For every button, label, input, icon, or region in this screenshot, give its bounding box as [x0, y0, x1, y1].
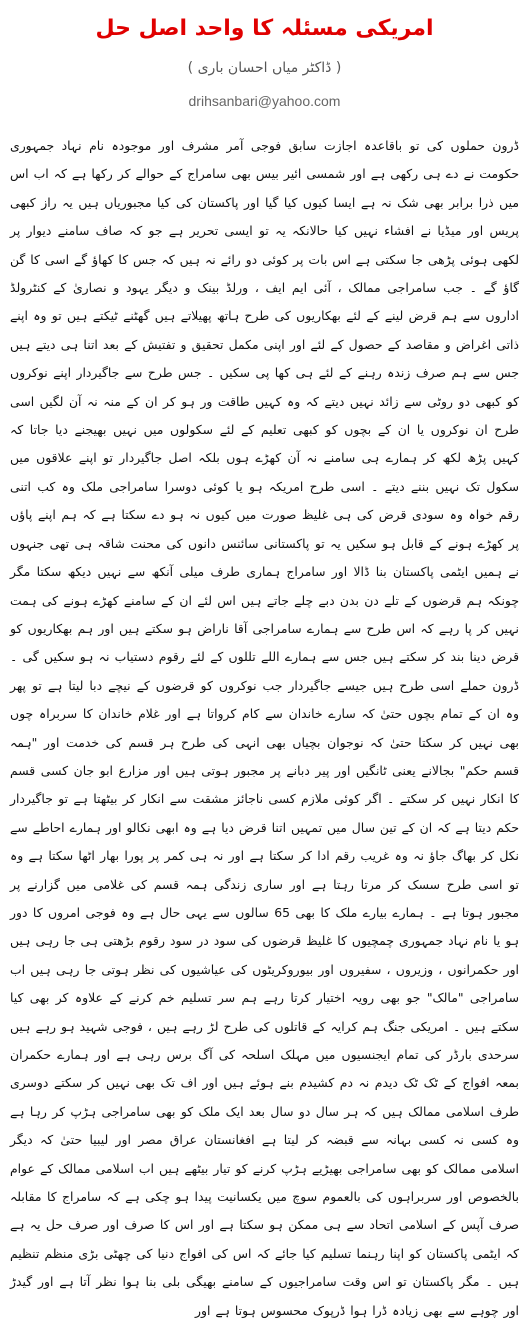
article-title: امریکی مسئلہ کا واحد اصل حل	[95, 16, 434, 41]
author-byline: ( ڈاکٹر میاں احسان باری )	[187, 60, 342, 76]
author-email[interactable]: drihsanbari@yahoo.com	[188, 93, 341, 109]
article-body: ڈرون حملوں کی تو باقاعدہ اجازت سابق فوجی آمر مشرف اور موجودہ نام نہاد جمہوری حکومت نے دے ہی رکھی ہے اور شمسی ائیر بیس بھی سامراج کے حوالے کر رکھا ہے کہ اب اس میں ذرا برابر بھی شک نہ ہے ایسا کیوں کیا گیا اور پاکستان کی کیا مجبوریاں ہیں یہ راز کبھی پریس اور میڈیا نے افشاء نہیں کیا حالانکہ یہ تو ایسی تحریر ہے جو کہ صاف سامنے دیوار پر لکھی ہوئی پڑھی جا سکتی ہے اس بات پر کوئی دو رائے نہ ہیں کہ جس کا کھاؤ گے اسی کا گن گاؤ گے ۔ جب سامراجی ممالک ، آئی ایم ایف ، ورلڈ بینک و دیگر یہود و نصاریٰ کے کنٹرولڈ اداروں سے ہم قرض لینے کے لئے بھکاریوں کی طرح ہاتھ پھیلاتے ہیں گھٹنے ٹیکتے ہیں تو وہ اپنے ذاتی اغراض و مقاصد کے حصول کے لئے اور اپنی مکمل تحقیق و تفتیش کے بعد اتنا ہی دیتے ہیں جس سے ہم صرف زندہ رہنے کے لئے ہی کھا پی سکیں ۔ جس طرح سے جاگیردار اپنے نوکروں کو کبھی دو روٹی سے زائد نہیں دیتے کہ وہ کہیں طاقت ور ہو کر ان کے منہ نہ آن لگیں اسی طرح ان نوکروں یا ان کے بچوں کو کبھی تعلیم کے لئے سکولوں میں نہیں بھیجنے دیا جاتا کہ کہیں پڑھ لکھ کر ہمارے ہی سامنے نہ آن کھڑے ہوں بلکہ اصل جاگیردار تو اپنے علاقوں میں سکول تک نہیں بننے دیتے ۔ اسی طرح امریکہ ہو یا کوئی دوسرا سامراجی ملک وہ کب اتنی رقم خواہ وہ سودی قرض کی ہی غلیظ صورت میں کیوں نہ ہو دے سکتا ہے کہ ہم اپنے پاؤں پر کھڑے ہونے کے قابل ہو سکیں یہ تو پاکستانی سائنس دانوں کی محنت شاقہ ہی تھی جنہوں نے ہمیں ایٹمی پاکستان بنا ڈالا اور سامراج ہماری طرف میلی آنکھ سے نہیں دیکھ سکتا مگر چونکہ ہم قرضوں کے تلے دن بدن دبے چلے جاتے ہیں اس لئے ان کے سامنے کھڑے ہونے کی ہمت نہیں کر پا رہے کہ اس طرح سے ہمارے سامراجی آقا ناراض ہو سکتے ہیں اور ہم بھکاریوں کو قرض دینا بند کر سکتے ہیں جس سے ہمارے اللے تللوں کے لئے رقوم دستیاب نہ ہو سکیں گی ۔ ڈرون حملے اسی طرح ہیں جیسے جاگیردار جب نوکروں کو قرضوں کے نیچے دبا لیتا ہے تو پھر وہ ان کے تمام بچوں حتیٰ کہ سارے خاندان سے کام کرواتا ہے اور غلام خاندان کا سربراہ چوں بھی نہیں کر سکتا حتیٰ کہ نوجوان بچیاں بھی انہی کی طرح ہر قسم کی خدمت اور "ہمہ قسم حکم" بجالانے یعنی ٹانگیں اور پیر دبانے پر مجبور ہوتی ہیں اور مزارع ابو جان کسی قسم کا انکار نہیں کر سکتے ۔ اگر کوئی ملازم کسی ناجائز مشقت سے انکار کر بیٹھتا ہے تو جاگیردار حکم دیتا ہے کہ ان کے تین سال میں تمہیں اتنا قرض دیا ہے وہ ابھی نکالو اور ہمارے احاطے سے نکل کر بھاگ جاؤ نہ وہ غریب رقم ادا کر سکتا ہے اور نہ ہی کمر پر پورا بھار اٹھا سکتا ہے وہ تو اسی طرح سسک کر مرتا رہتا ہے اور ساری زندگی ہمہ قسم کی غلامی میں گزارنے پر مجبور ہوتا ہے ۔ ہمارے بیارے ملک کا بھی 65 سالوں سے یہی حال ہے وہ فوجی امروں کا دور ہو یا نام نہاد جمہوری چمچیوں کا غلیظ قرضوں کی سود در سود رقوم بڑھتی ہی جا رہی ہیں اور حکمرانوں ، وزیروں ، سفیروں اور بیوروکریٹوں کی عیاشیوں کی نظر ہوتی جا رہی ہیں اب سامراجی "مالک" جو بھی رویہ اختیار کرتا رہے ہم سر تسلیم خم کرنے کے علاوہ کر بھی کیا سکتے ہیں ۔ امریکی جنگ ہم کرایہ کے قاتلوں کی طرح لڑ رہے ہیں ، فوجی شہید ہو رہے ہیں سرحدی بارڈر کی تمام ایجنسیوں میں مہلک اسلحہ کی آگ برس رہی ہے اور ہمارے حکمران بمعہ افواج کے ٹک ٹک دیدم نہ دم کشیدم بنے ہوئے ہیں اور اف تک بھی نہیں کر سکتے دوسری طرف اسلامی ممالک ہیں کہ ہر سال دو سال بعد ایک ملک کو بھی سامراجی ہڑپ کر رہا ہے وہ کسی نہ کسی بہانہ سے قبضہ کر لیتا ہے افغانستان عراق مصر اور لیبیا حتیٰ کہ دیگر اسلامی ممالک کو بھی سامراجی بھیڑیے ہڑپ کرنے کو تیار بیٹھے ہیں اب اسلامی ممالک کے عوام بالخصوص اور سربراہوں کی بالعموم سوچ میں یکسانیت پیدا ہو چکی ہے کہ سامراج کا مقابلہ صرف آپس کے اسلامی اتحاد سے ہی ممکن ہو سکتا ہے اور اس کا صرف اور صرف حل یہ ہے کہ ایٹمی پاکستان کو اپنا رہنما تسلیم کیا جائے کہ اس کی افواج دنیا کی چھٹی بڑی منظم تنظیم ہیں ۔ مگر پاکستان تو اس وقت سامراجیوں کے سامنے بھیگی بلی بنا ہوا نظر آتا ہے اور گیدڑ اور چوہے سے بھی زیادہ ڈرا ہوا ڈرپوک محسوس ہوتا ہے اور	[10, 138, 519, 1318]
